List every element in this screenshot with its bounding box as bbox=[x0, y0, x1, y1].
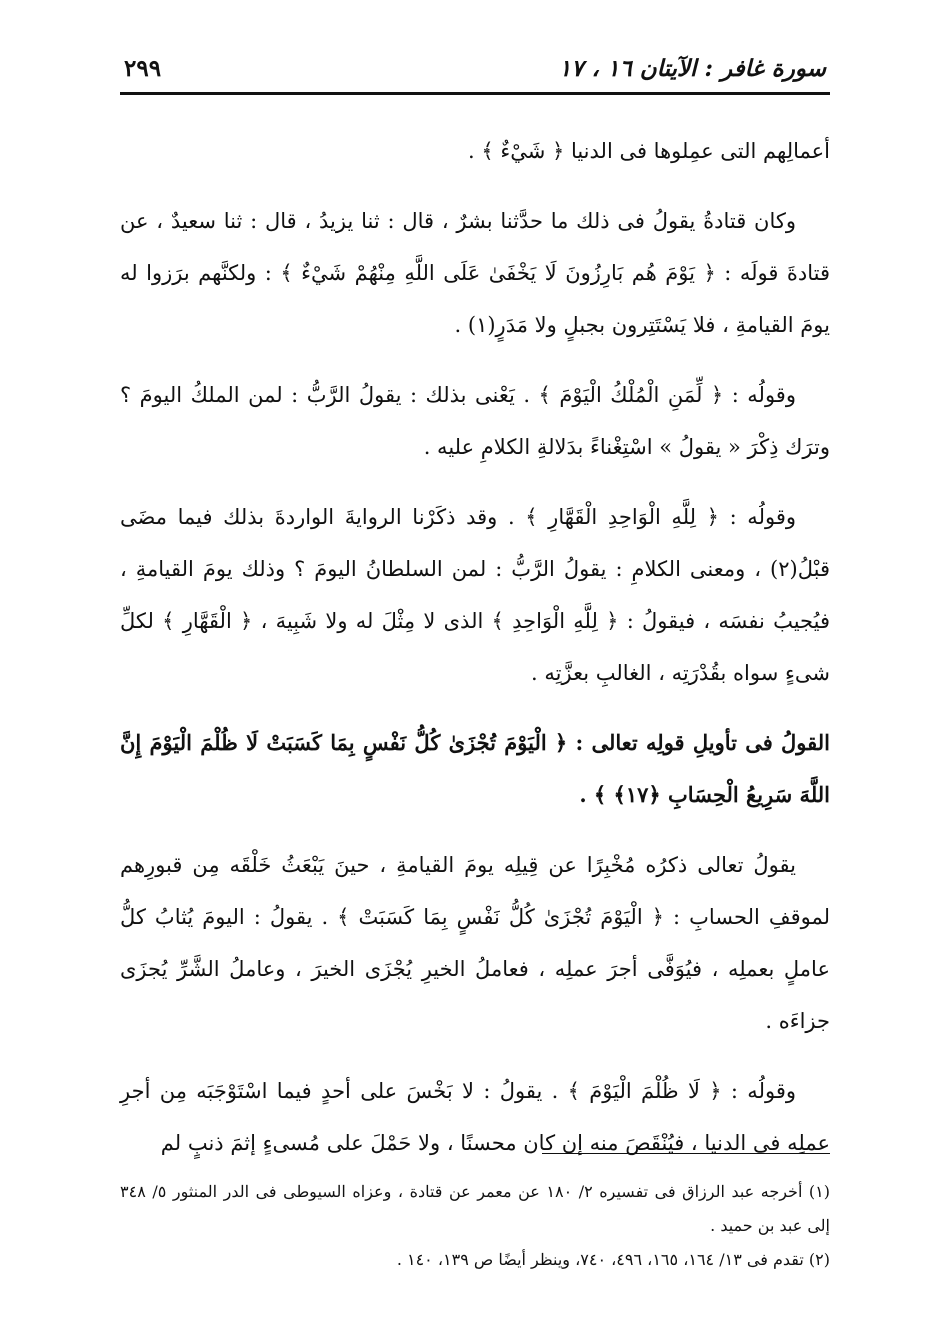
paragraph-7: وقولُه : ﴿ لَا ظُلْمَ الْيَوْمَ ﴾ . يقولُ : لا بَخْسَ على أحدٍ فيما اسْتَوْجَبَه مِن أجرِ عملِه فى الدنيا ، فيُنْقَصَ منه إن كان محسنًا ، ولا حَمْلَ على مُسىءٍ إثمَ ذنبٍ لم bbox=[120, 1079, 830, 1155]
paragraph-6: يقولُ تعالى ذكرُه مُخْبِرًا عن قِيلِه يومَ القيامةِ ، حينَ يَبْعَثُ خَلْقَه مِن قبورِهم لموقفِ الحسابِ : ﴿ الْيَوْمَ تُجْزَىٰ كُلُّ نَفْسٍ بِمَا كَسَبَتْ ﴾ . يقولُ : اليومَ يُثابُ كلُّ عاملٍ بعملِه ، فيُوَفَّى أجرَ عملِه ، فعاملُ الخيرِ يُجْزَى الخيرَ ، وعاملُ الشَّرِّ يُجزَى جزاءَه . bbox=[120, 853, 830, 1033]
running-title: سورة غافر : الآيتان ١٦ ، ١٧ bbox=[558, 55, 826, 82]
paragraph-3: وقولُه : ﴿ لِّمَنِ الْمُلْكُ الْيَوْمَ ﴾ . يَعْنى بذلك : يقولُ الرَّبُّ : لمن الملكُ اليومَ ؟ وترَك ذِكْرَ « يقولُ » اسْتِغْناءً بدَلالةِ الكلامِ عليه . bbox=[120, 383, 830, 459]
footnotes bbox=[120, 1175, 830, 1277]
paragraph-4: وقولُه : ﴿ لِلَّهِ الْوَاحِدِ الْقَهَّارِ ﴾ . وقد ذكَرْنا الروايةَ الواردةَ بذلك فيما مضَى قبْلُ(٢) ، ومعنى الكلامِ : يقولُ الرَّبُّ : لمن السلطانُ اليومَ ؟ وذلك يومَ القيامةِ ، فيُجيبُ نفسَه ، فيقولُ : ﴿ لِلَّهِ الْوَاحِدِ ﴾ الذى لا مِثْلَ له ولا شَبِيهَ ، ﴿ الْقَهَّارِ ﴾ لكلِّ شىءٍ سواه بقُدْرَتِه ، الغالبِ بعزَّتِه . bbox=[120, 505, 830, 685]
section-heading-paragraph: القولُ فى تأويلِ قولِه تعالى : ﴿ الْيَوْمَ تُجْزَىٰ كُلُّ نَفْسٍ بِمَا كَسَبَتْ لَا ظُلْمَ الْيَوْمَ إِنَّ اللَّهَ سَرِيعُ الْحِسَابِ ﴿١٧﴾ ﴾ . bbox=[120, 730, 830, 807]
page-number: ٢٩٩ bbox=[124, 55, 162, 82]
paragraph-1: أعمالِهم التى عمِلوها فى الدنيا ﴿ شَيْءٌ ﴾ . bbox=[467, 139, 830, 163]
footnote-1: (١) أخرجه عبد الرزاق فى تفسيره ٢/ ١٨٠ عن معمر عن قتادة ، وعزاه السيوطى فى الدر المنثور ٥/ ٣٤٨ إلى عبد بن حميد . bbox=[120, 1182, 831, 1235]
book-page bbox=[120, 40, 831, 1269]
footnote-rule bbox=[542, 1153, 830, 1154]
header-rule bbox=[120, 92, 830, 95]
footnote-2: (٢) تقدم فى ١٣/ ١٦٤، ١٦٥، ٤٩٦، ٧٤٠، وينظر أيضًا ص ١٣٩، ١٤٠ . bbox=[396, 1250, 830, 1269]
page-header bbox=[120, 40, 830, 82]
paragraph-2: وكان قتادةُ يقولُ فى ذلك ما حدَّثنا بشرٌ ، قال : ثنا يزيدُ ، قال : ثنا سعيدٌ ، عن قتادةَ قولَه : ﴿ يَوْمَ هُم بَارِزُونَ لَا يَخْفَىٰ عَلَى اللَّهِ مِنْهُمْ شَيْءٌ ﴾ : ولكنَّهم برَزوا له يومَ القيامةِ ، فلا يَسْتَتِرون بجبلٍ ولا مَدَرٍ(١) . bbox=[120, 209, 830, 337]
body-text bbox=[120, 125, 830, 1169]
